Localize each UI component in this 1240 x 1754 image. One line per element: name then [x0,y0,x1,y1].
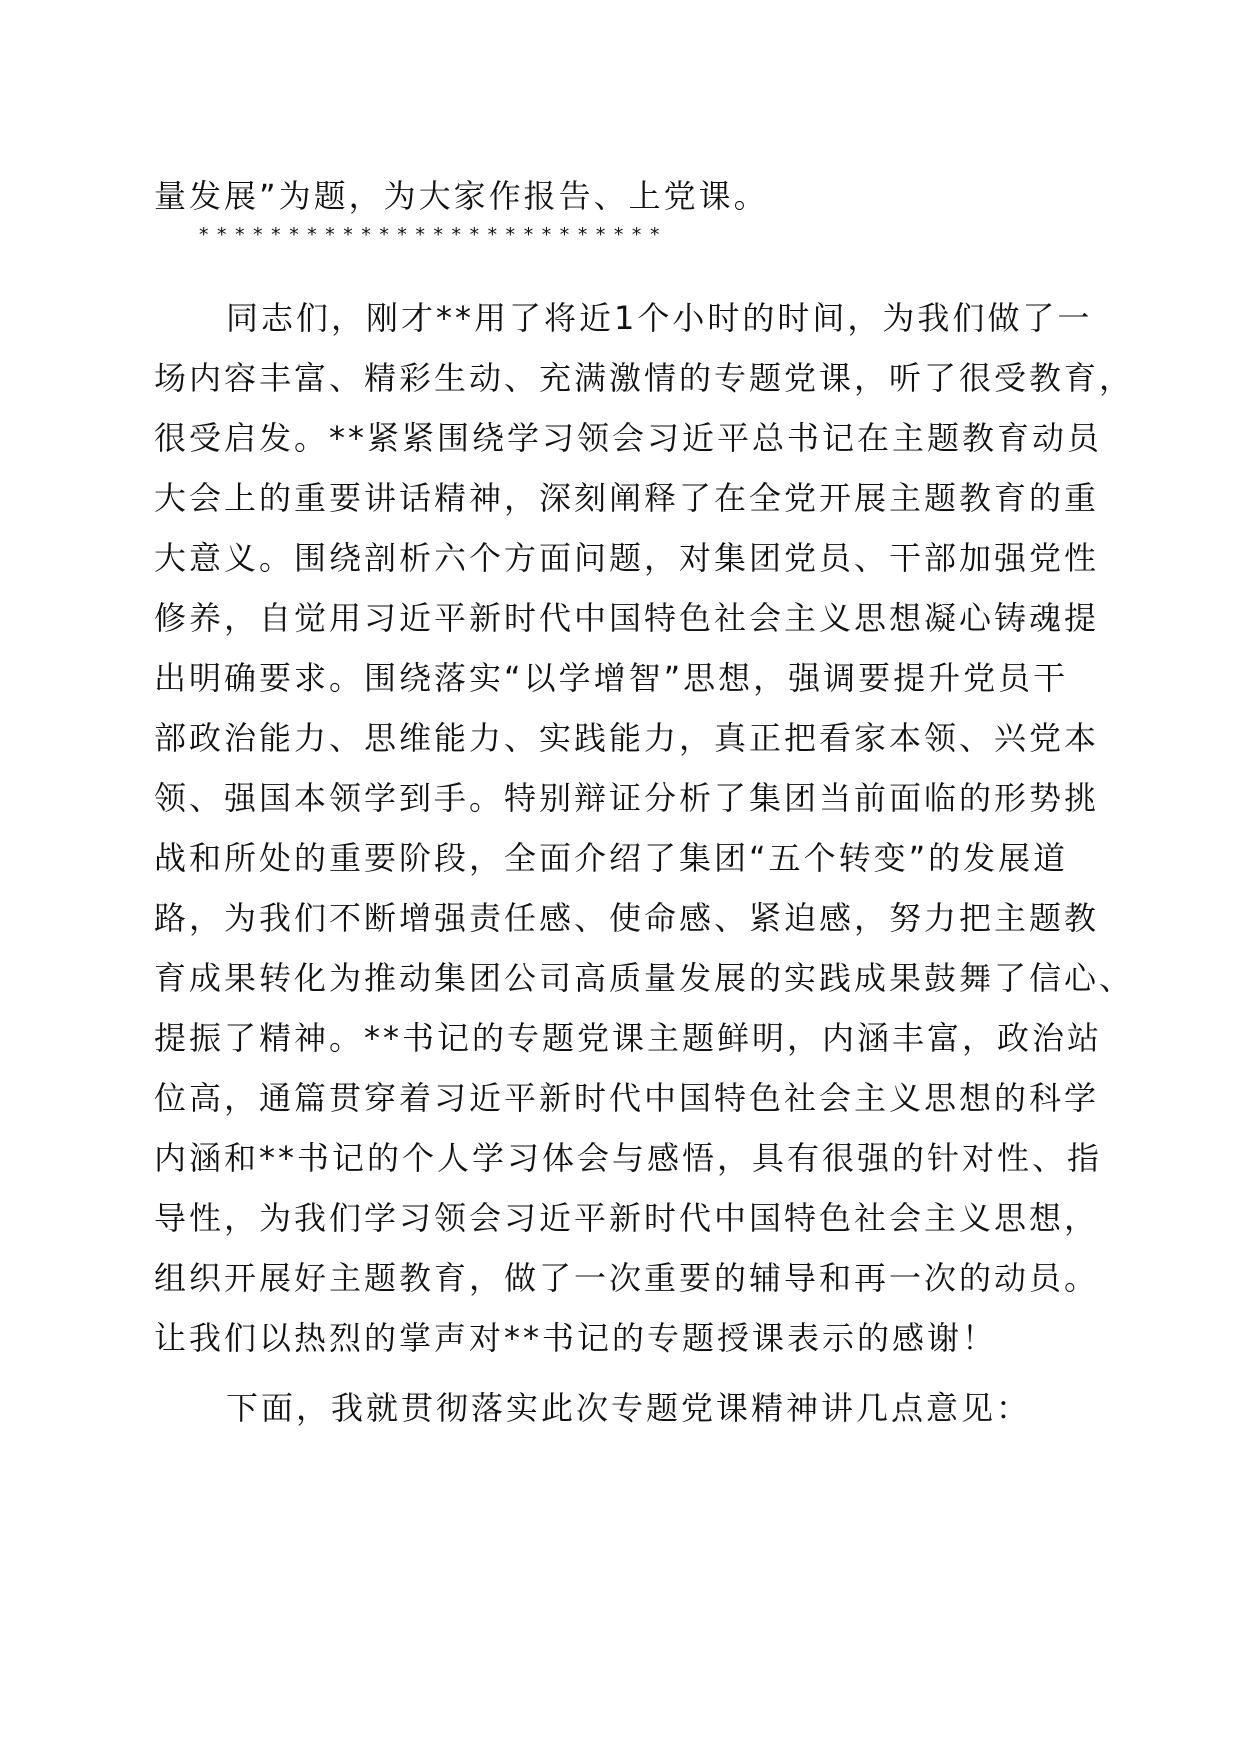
separator-asterisks: ************************** [198,224,668,246]
paragraph-line: 领、强国本领学到手。特别辩证分析了集团当前面临的形势挑 [154,779,1100,817]
paragraph2-line: 下面，我就贯彻落实此次专题党课精神讲几点意见： [226,1389,1032,1427]
paragraph-line: 场内容丰富、精彩生动、充满激情的专题党课，听了很受教育， [154,359,1135,397]
paragraph-line: 让我们以热烈的掌声对**书记的专题授课表示的感谢！ [154,1319,998,1357]
paragraph-line: 大会上的重要讲话精神，深刻阐释了在全党开展主题教育的重 [154,479,1100,517]
paragraph-line: 部政治能力、思维能力、实践能力，真正把看家本领、兴党本 [154,719,1100,757]
paragraph-line: 出明确要求。围绕落实“以学增智”思想，强调要提升党员干 [154,659,1069,697]
paragraph-line: 路，为我们不断增强责任感、使命感、紧迫感，努力把主题教 [154,899,1100,937]
paragraph-line: 组织开展好主题教育，做了一次重要的辅导和再一次的动员。 [154,1259,1100,1297]
paragraph-line: 位高，通篇贯穿着习近平新时代中国特色社会主义思想的科学 [154,1079,1100,1117]
paragraph-line: 大意义。围绕剖析六个方面问题，对集团党员、干部加强党性 [154,539,1100,577]
intro-line: 量发展”为题，为大家作报告、上党课。 [154,177,769,215]
paragraph-line: 育成果转化为推动集团公司高质量发展的实践成果鼓舞了信心、 [154,959,1135,997]
paragraph-line: 导性，为我们学习领会习近平新时代中国特色社会主义思想， [154,1199,1100,1237]
paragraph-line: 战和所处的重要阶段，全面介绍了集团“五个转变”的发展道 [154,839,1069,877]
paragraph-line: 很受启发。**紧紧围绕学习领会习近平总书记在主题教育动员 [154,419,1103,457]
paragraph-line: 提振了精神。**书记的专题党课主题鲜明，内涵丰富，政治站 [154,1019,1103,1057]
paragraph-line: 内涵和**书记的个人学习体会与感悟，具有很强的针对性、指 [154,1139,1103,1177]
paragraph-line: 同志们，刚才**用了将近1个小时的时间，为我们做了一 [226,299,1093,337]
paragraph-line: 修养，自觉用习近平新时代中国特色社会主义思想凝心铸魂提 [154,599,1100,637]
